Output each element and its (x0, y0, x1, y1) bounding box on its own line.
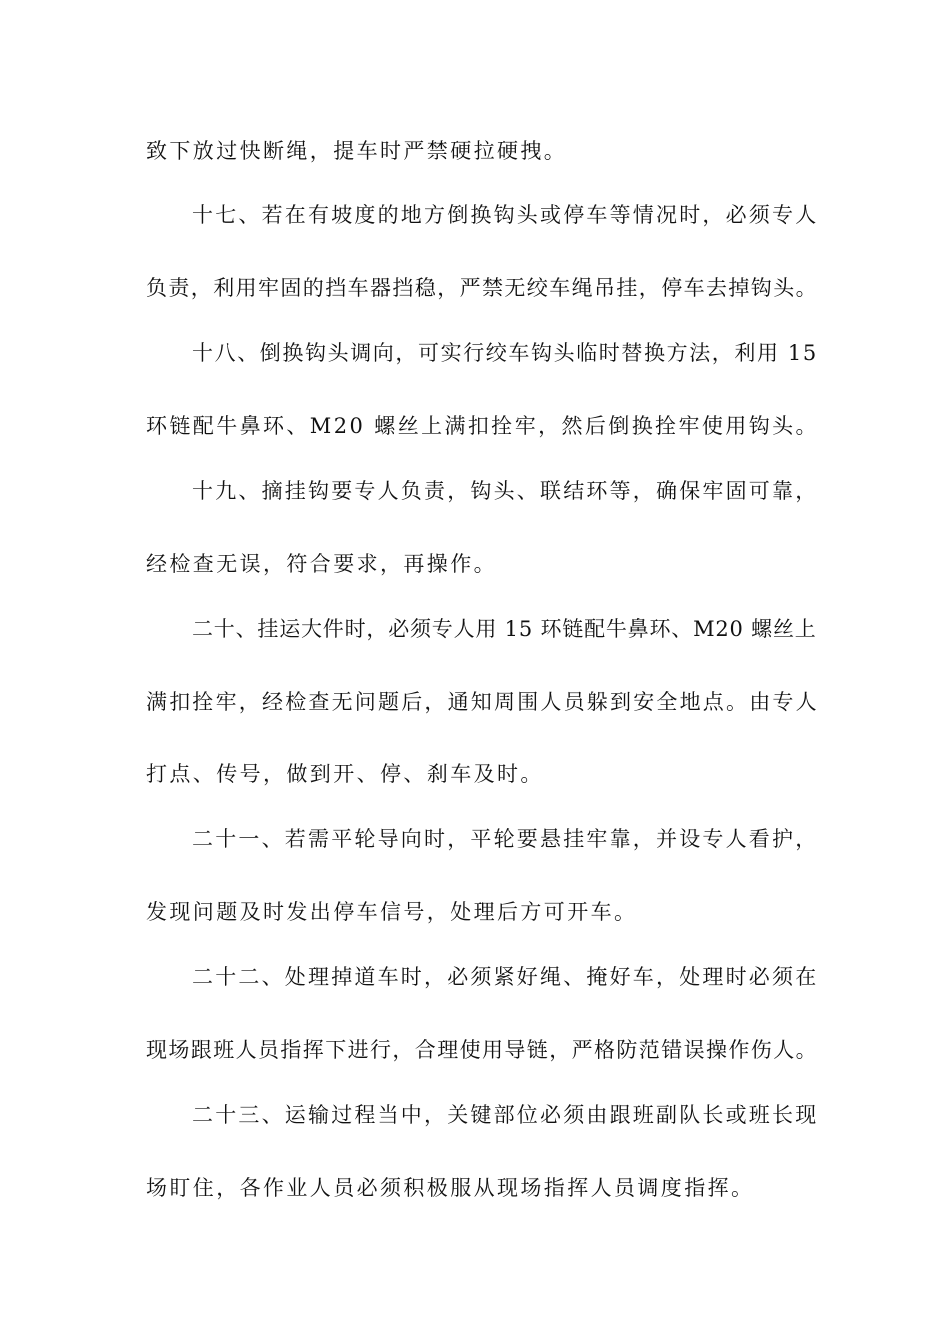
text-line: 致下放过快断绳，提车时严禁硬拉硬拽。 (146, 139, 568, 163)
text-line: 负责，利用牢固的挡车器挡稳，严禁无绞车绳吊挂，停车去掉钩头。 (146, 276, 818, 300)
text-line: 发现问题及时发出停车信号，处理后方可开车。 (146, 900, 638, 924)
paragraph-19-start: 十九、摘挂钩要专人负责，钩头、联结环等，确保牢固可靠， (192, 479, 819, 503)
text-line: 场盯住，各作业人员必须积极服从现场指挥人员调度指挥。 (146, 1176, 755, 1200)
paragraph-18-start: 十八、倒换钩头调向，可实行绞车钩头临时替换方法，利用 15 (192, 341, 818, 365)
text-line: 经检查无误，符合要求，再操作。 (146, 552, 497, 576)
paragraph-17-start: 十七、若在有坡度的地方倒换钩头或停车等情况时，必须专人 (192, 203, 819, 227)
paragraph-22-start: 二十二、处理掉道车时，必须紧好绳、掩好车，处理时必须在 (192, 965, 819, 989)
text-line: 满扣拴牢，经检查无问题后，通知周围人员躲到安全地点。由专人 (146, 690, 819, 714)
text-line: 环链配牛鼻环、M20 螺丝上满扣拴牢，然后倒换拴牢使用钩头。 (146, 414, 819, 438)
text-line: 打点、传号，做到开、停、刹车及时。 (146, 762, 544, 786)
paragraph-23-start: 二十三、运输过程当中，关键部位必须由跟班副队长或班长现 (192, 1103, 819, 1127)
paragraph-20-start: 二十、挂运大件时，必须专人用 15 环链配牛鼻环、M20 螺丝上 (192, 617, 817, 641)
paragraph-21-start: 二十一、若需平轮导向时，平轮要悬挂牢靠，并设专人看护， (192, 827, 819, 851)
text-line: 现场跟班人员指挥下进行，合理使用导链，严格防范错误操作伤人。 (146, 1038, 818, 1062)
